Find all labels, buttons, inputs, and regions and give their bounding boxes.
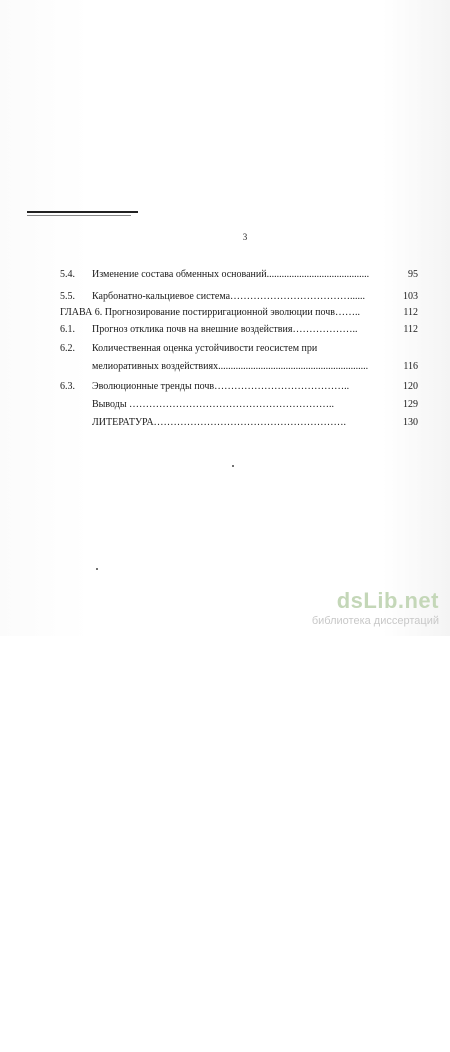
toc-entry <box>0 342 450 355</box>
toc-entry-title: Изменение состава обменных оснований......................................... <box>92 269 370 280</box>
toc-entry-number: 6.1. <box>60 324 75 335</box>
toc-entry <box>0 380 450 393</box>
header-rule <box>27 211 138 213</box>
scan-speck <box>96 568 98 570</box>
watermark-subtitle: библиотека диссертаций <box>311 615 439 627</box>
toc-entry-page: 112 <box>403 324 418 335</box>
toc-entry-continuation <box>0 360 450 373</box>
page-number: 3 <box>242 232 248 242</box>
toc-entry-number: 6.3. <box>60 381 75 392</box>
watermark <box>311 588 447 632</box>
toc-entry-page: 129 <box>403 399 418 410</box>
toc-entry-page: 95 <box>408 269 418 280</box>
toc-entry-number: 5.5. <box>60 291 75 302</box>
scan-speck <box>232 465 234 467</box>
toc-entry-title: Эволюционные тренды почв………………………………….. <box>92 381 350 392</box>
toc-entry-page: 112 <box>403 307 418 318</box>
toc-entry-title: ГЛАВА 6. Прогнозирование постирригационной эволюции почв…….. <box>60 307 361 318</box>
toc-entry <box>0 416 450 429</box>
toc-entry <box>0 290 450 303</box>
toc-entry-title: Прогноз отклика почв на внешние воздействия……………….. <box>92 324 358 335</box>
toc-chapter-entry <box>0 306 450 319</box>
toc-entry <box>0 323 450 336</box>
toc-entry-page: 103 <box>403 291 418 302</box>
watermark-logo: dsLib.net <box>336 588 439 613</box>
toc-entry <box>0 268 450 281</box>
toc-entry-page: 116 <box>403 361 418 372</box>
toc-entry-page: 120 <box>403 381 418 392</box>
toc-entry-title: мелиоративных воздействиях............................................................ <box>92 361 369 372</box>
toc-entry-title: ЛИТЕРАТУРА…………………………………………………. <box>92 417 347 428</box>
toc-entry-title: Выводы …………………………………………………….. <box>92 399 335 410</box>
header-rule-shadow <box>27 215 131 216</box>
toc-entry <box>0 398 450 411</box>
toc-entry-number: 5.4. <box>60 269 75 280</box>
toc-entry-title: Количественная оценка устойчивости геосистем при <box>92 343 318 354</box>
toc-entry-number: 6.2. <box>60 343 75 354</box>
toc-entry-page: 130 <box>403 417 418 428</box>
toc-entry-title: Карбонатно-кальциевое система………………………………...... <box>92 291 366 302</box>
